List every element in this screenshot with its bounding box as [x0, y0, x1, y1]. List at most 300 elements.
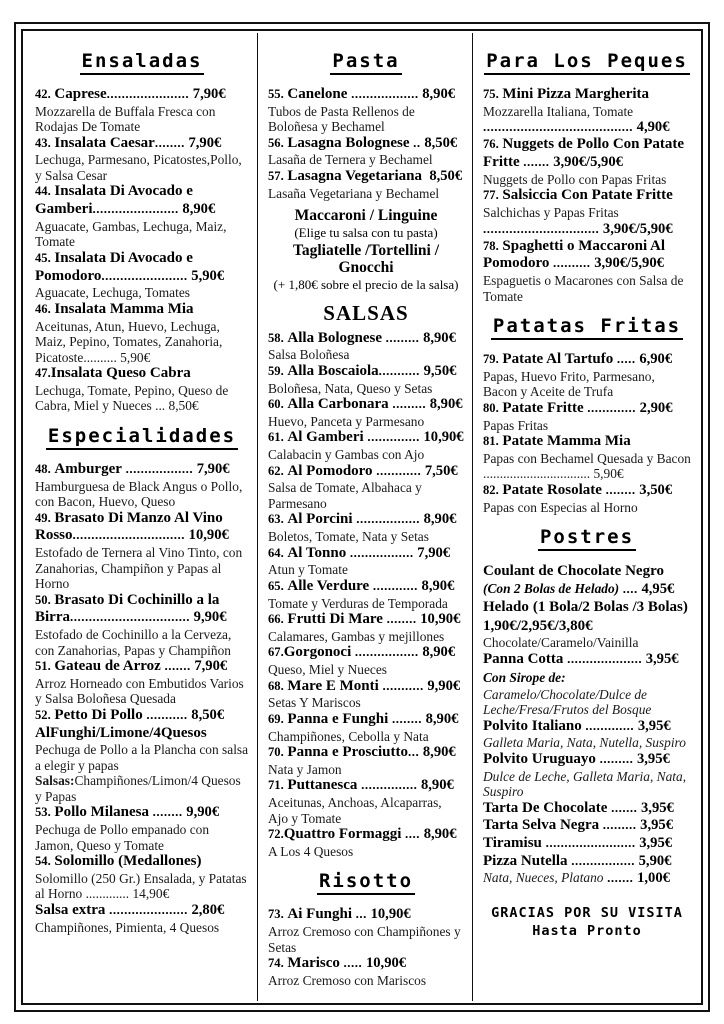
dessert-name: Pizza Nutella [483, 852, 568, 869]
item-number: 73. [268, 907, 284, 922]
item-number: 70. [268, 745, 284, 760]
dessert-price: 3,95€ [637, 717, 671, 734]
menu-item-65 [268, 578, 464, 611]
leader-dots: ..................... [109, 902, 188, 918]
item-number: 43. [35, 135, 51, 150]
leader-dots: .. [413, 134, 421, 150]
item-number: 67. [268, 645, 284, 660]
item-price: 9,90€ [193, 609, 227, 626]
item-name: Insalata Di Avocado e Gamberi [35, 183, 193, 218]
item-price: 3,90€/5,90€ [553, 154, 623, 171]
item-number: 50. [35, 592, 51, 607]
item-description: Lasaña Vegetariana y Bechamel [268, 185, 440, 201]
item-price: 8,90€ [422, 85, 456, 102]
menu-column-left [25, 33, 257, 1001]
item-number: 79. [483, 352, 499, 367]
item-name: Insalata Queso Cabra [50, 365, 191, 382]
item-name: Solomillo (Medallones) [54, 853, 202, 870]
item-name: Panna e Funghi [287, 710, 389, 727]
menu-columns [25, 33, 699, 1001]
item-price: 8,90€ [182, 201, 216, 218]
item-price: 7,90€ [196, 460, 230, 477]
leader-dots: ........ [605, 481, 636, 497]
item-name: Al Pomodoro [287, 462, 373, 479]
item-name: Alle Verdure [287, 577, 370, 594]
menu-item-74 [268, 955, 464, 988]
menu-item-46 [35, 301, 249, 365]
item-description: Lechuga, Tomate, Pepino, Queso de Cabra, Miel y Nueces ... 8,50€ [35, 382, 229, 414]
dessert-syrup-label: Con Sirope de: [483, 669, 566, 685]
dessert-name: Polvito Uruguayo [483, 750, 596, 767]
item-name: Mare E Monti [287, 677, 379, 694]
leader-dots: ......... [385, 329, 420, 345]
section-title-salsas: SALSAS [323, 300, 409, 325]
menu-item-80 [483, 400, 691, 433]
item-price: 8,90€ [423, 511, 457, 528]
item-number: 44. [35, 184, 51, 199]
leader-dots: ........................................ [483, 119, 633, 135]
pasta-choice-note: (Elige tu salsa con tu pasta) [294, 224, 438, 240]
item-price: 8,50€ [191, 706, 225, 723]
menu-item-75 [483, 86, 691, 136]
dessert-toppings-list: Nata, Nueces, Platano [483, 870, 604, 886]
dessert-name: Tarta Selva Negra [483, 817, 600, 834]
item-description: A Los 4 Quesos [268, 843, 354, 859]
item-number: 63. [268, 512, 284, 527]
item-price: 8,90€ [425, 710, 459, 727]
item-number: 64. [268, 545, 284, 560]
item-price: 9,90€ [427, 677, 461, 694]
leader-dots: ......... [599, 750, 634, 766]
item-price: 10,90€ [188, 527, 229, 544]
item-description: Boletos, Tomate, Nata y Setas [268, 529, 429, 545]
item-price: 8,90€ [421, 577, 455, 594]
item-price: 7,50€ [424, 462, 458, 479]
menu-item-49 [35, 510, 249, 592]
item-description: Estofado de Ternera al Vino Tinto, con Zanahorias, Champiñon y Papas al Horno [35, 545, 243, 592]
item-name: Gorgonoci [283, 644, 352, 661]
item-name: Patate Rosolate [502, 481, 602, 498]
menu-item-62 [268, 463, 464, 512]
item-description: Nata y Jamon [268, 761, 342, 777]
dessert-panna-cotta [483, 651, 691, 718]
item-name: Caprese [54, 85, 107, 102]
dessert-description: Dulce de Leche, Galleta Maria, Nata, Suspiro [483, 768, 687, 800]
menu-item-48 [35, 461, 249, 510]
item-description: Papas con Bechamel Quesada y Bacon ................................ 5,90€ [483, 450, 691, 482]
menu-item-61 [268, 429, 464, 462]
section-title-postres: Postres [483, 527, 691, 552]
leader-dots: ... [355, 906, 367, 922]
leader-dots: ......... [392, 396, 427, 412]
menu-item-52 [35, 707, 249, 805]
menu-item-82 [483, 482, 691, 515]
item-number: 49. [35, 510, 51, 525]
item-name: Puttanesca [287, 777, 358, 794]
item-number: 69. [268, 711, 284, 726]
item-number: 54. [35, 854, 51, 869]
leader-dots: .................. [351, 85, 419, 101]
item-description: Huevo, Panceta y Parmesano [268, 413, 425, 429]
leader-dots: ........... [378, 363, 420, 378]
menu-item-43 [35, 135, 249, 184]
item-name: Quattro Formaggi [283, 826, 402, 843]
item-description: Salsa Boloñesa [268, 347, 350, 363]
item-description: Calabacin y Gambas con Ajo [268, 447, 425, 463]
item-description: Mozzarella Italiana, Tomate [483, 103, 634, 119]
item-name: Insalata Mamma Mia [54, 300, 194, 317]
menu-item-44 [35, 183, 249, 249]
leader-dots: ................. [354, 644, 419, 660]
dessert-tarta-chocolate [483, 800, 691, 818]
leader-dots: ..... [616, 351, 636, 367]
dessert-coulant [483, 562, 691, 598]
item-price: 10,90€ [423, 429, 464, 446]
item-description: Tubos de Pasta Rellenos de Boloñesa y Bechamel [268, 103, 415, 135]
menu-item-78 [483, 238, 691, 304]
item-description: Aceitunas, Anchoas, Alcaparras, Ajo y Tomate [268, 795, 442, 826]
item-description: Lasaña de Ternera y Bechamel [268, 152, 433, 168]
menu-item-50 [35, 592, 249, 658]
item-description: Lechuga, Parmesano, Picatostes,Pollo, y Salsa Cesar [35, 152, 242, 183]
item-description: Mozzarella de Buffala Fresca con Rodajas De Tomate [35, 103, 216, 135]
dessert-price: 3,95€ [645, 650, 679, 667]
item-number: 77. [483, 188, 499, 203]
leader-dots: ...................... [106, 85, 190, 101]
item-price: 8,90€ [422, 744, 456, 761]
section-title-risotto: Risotto [268, 871, 464, 896]
item-number: 56. [268, 135, 284, 150]
item-sauces-label: Salsas: [35, 773, 75, 789]
item-name: Insalata Di Avocado e Pomodoro [35, 249, 193, 284]
item-name: Brasato Di Manzo Al Vino Rosso [35, 509, 223, 544]
item-price: 10,90€ [420, 611, 461, 628]
leader-dots: .............. [367, 429, 420, 445]
item-description: Papas con Especias al Horno [483, 499, 638, 515]
menu-item-45 [35, 250, 249, 301]
dessert-name: Polvito Italiano [483, 717, 582, 734]
item-name: Lasagna Bolognese [287, 134, 410, 151]
item-name: Alla Bolognese [287, 329, 382, 346]
dessert-price: 5,90€ [638, 852, 672, 869]
footer-thanks [483, 904, 691, 942]
leader-dots: ....................... [92, 201, 179, 217]
item-price: 2,90€ [639, 399, 673, 416]
item-number: 48. [35, 461, 51, 476]
item-price: 8,90€ [423, 826, 457, 843]
item-number: 78. [483, 238, 499, 253]
pasta-choice-title: Maccaroni / Linguine [294, 207, 438, 225]
leader-dots: .... [405, 826, 421, 842]
item-price: 10,90€ [365, 955, 407, 972]
dessert-tiramisu [483, 835, 691, 853]
item-number: 80. [483, 400, 499, 415]
footer-line-2: Hasta Pronto [532, 923, 642, 940]
item-number: 45. [35, 250, 51, 265]
menu-item-53 [35, 804, 249, 853]
item-name: Ai Funghi [287, 906, 353, 923]
dessert-name: Coulant de Chocolate Negro [483, 563, 664, 579]
menu-column-middle [257, 33, 473, 1001]
menu-item-72 [268, 826, 464, 859]
leader-dots: .................. [125, 460, 194, 476]
item-name: Al Tonno [287, 544, 347, 561]
item-number: 60. [268, 397, 284, 412]
dessert-name: Tiramisu [483, 835, 542, 851]
item-description: Salsa de Tomate, Albahaca y Parmesano [268, 480, 422, 511]
item-description: Aceitunas, Atun, Huevo, Lechuga, Maiz, Pepino, Tomates, Zanahoria, Picatoste.......... 5,90€ [35, 318, 223, 365]
menu-item-58 [268, 330, 464, 363]
menu-item-59 [268, 363, 464, 396]
item-price: 10,90€ [370, 906, 411, 923]
menu-column-right [473, 33, 699, 1001]
leader-dots: ............. [587, 399, 637, 415]
item-number: 71. [268, 778, 284, 793]
section-title-patatas-fritas: Patatas Fritas [483, 316, 691, 341]
dessert-polvito-uruguayo [483, 751, 691, 800]
leader-dots: ................. [571, 852, 635, 868]
item-name-variants: AlFunghi/Limone/4Quesos [35, 724, 207, 741]
menu-item-71 [268, 777, 464, 826]
leader-dots: ........ [154, 134, 185, 150]
dessert-price: 1,00€ [637, 870, 670, 887]
item-name: Petto Di Pollo [54, 706, 143, 723]
menu-item-64 [268, 545, 464, 578]
dessert-portions: (1 Bola/2 Bolas /3 Bolas) [532, 598, 688, 615]
item-number: 52. [35, 707, 51, 722]
item-description: Papas Fritas [483, 417, 549, 433]
item-description: Tomate y Verduras de Temporada [268, 595, 448, 611]
item-number: 42. [35, 86, 51, 101]
item-number: 65. [268, 578, 284, 593]
dessert-price: 3,95€ [640, 817, 674, 834]
leader-dots: ....... [523, 154, 550, 170]
item-price: 7,90€ [188, 134, 222, 151]
menu-item-54 [35, 853, 249, 935]
item-description: Solomillo (250 Gr.) Ensalada, y Patatas al Horno ............. 14,90€ [35, 870, 247, 902]
item-number: 74. [268, 956, 284, 971]
item-description: Boloñesa, Nata, Queso y Setas [268, 380, 433, 396]
dessert-toppings [483, 870, 691, 887]
menu-item-55 [268, 86, 464, 135]
item-description: Pechuga de Pollo a la Plancha con salsa a elegir y papas [35, 742, 249, 773]
item-description: Aguacate, Lechuga, Tomates [35, 285, 190, 301]
leader-dots: ....... [164, 658, 191, 674]
item-price: 8,50€ [429, 167, 463, 184]
item-name: Canelone [287, 85, 348, 102]
section-title-para-los-peques: Para Los Peques [483, 51, 691, 76]
item-price: 3,90€/5,90€ [602, 220, 673, 237]
item-description: Estofado de Cochinillo a la Cerveza, con Zanahorias, Papas y Champiñon [35, 627, 232, 658]
dessert-prices: 1,90€/2,95€/3,80€ [483, 617, 593, 634]
item-description: Queso, Miel y Nueces [268, 662, 387, 678]
item-description: Aguacate, Gambas, Lechuga, Maiz, Tomate [35, 218, 227, 250]
item-name: Alla Boscaiola [287, 363, 379, 379]
leader-dots: ............ [372, 577, 418, 593]
pasta-choice-surcharge: (+ 1,80€ sobre el precio de la salsa) [273, 277, 459, 293]
item-number: 47. [35, 366, 51, 381]
leader-dots: ....... [611, 799, 638, 815]
item-name: Alla Carbonara [287, 396, 389, 413]
item-number: 58. [268, 330, 284, 345]
extra-sauce-name: Salsa extra [35, 902, 106, 919]
dessert-helado [483, 598, 691, 651]
leader-dots: .... [622, 580, 638, 596]
menu-item-42 [35, 86, 249, 135]
item-name: Pollo Milanesa [54, 804, 149, 821]
menu-item-66 [268, 611, 464, 644]
leader-dots: ....................... [101, 267, 188, 283]
menu-item-67 [268, 644, 464, 677]
item-name: Brasato Di Cochinillo a la Birra [35, 591, 220, 626]
item-price: 7,90€ [194, 658, 228, 675]
item-price: 9,90€ [186, 804, 220, 821]
item-name: Frutti Di Mare [287, 611, 383, 628]
item-price: 8,90€ [422, 644, 456, 661]
item-price: 8,90€ [423, 329, 456, 346]
item-name: Mini Pizza Margherita [502, 85, 650, 102]
leader-dots: ................. [349, 544, 414, 560]
dessert-polvito-italiano [483, 718, 691, 751]
item-description: Salchichas y Papas Fritas [483, 204, 619, 220]
dessert-pizza-nutella [483, 853, 691, 871]
item-number: 68. [268, 678, 284, 693]
menu-item-51 [35, 658, 249, 707]
menu-item-79 [483, 351, 691, 400]
leader-dots: ................................ [70, 609, 190, 625]
item-number: 46. [35, 301, 51, 316]
menu-item-60 [268, 396, 464, 429]
item-price: 6,90€ [639, 351, 673, 368]
leader-dots: .............................. [72, 527, 186, 543]
dessert-price: 3,95€ [639, 835, 673, 851]
leader-dots: ........ [152, 804, 183, 820]
item-price: 3,90€/5,90€ [594, 255, 664, 272]
item-description: Papas, Huevo Frito, Parmesano, Bacon y Aceite de Trufa [483, 368, 655, 400]
item-number: 61. [268, 430, 284, 445]
item-name: Insalata Caesar [54, 134, 155, 151]
section-title-especialidades: Especialidades [35, 426, 249, 451]
dessert-name: Helado [483, 598, 529, 615]
leader-dots: ........ [391, 710, 422, 726]
item-price: 9,50€ [423, 363, 457, 379]
section-title-pasta: Pasta [268, 51, 464, 76]
item-name: Patate Mamma Mia [502, 433, 631, 450]
item-description: Champiñones, Cebolla y Nata [268, 728, 429, 744]
leader-dots: .......... [553, 255, 591, 271]
dessert-description: Galleta Maria, Nata, Nutella, Suspiro [483, 735, 686, 751]
leader-dots: ......... [602, 817, 637, 833]
item-price: 7,90€ [417, 544, 451, 561]
menu-item-70 [268, 744, 464, 777]
menu-item-47 [35, 365, 249, 414]
item-number: 66. [268, 612, 284, 627]
item-price: 8,90€ [420, 777, 454, 794]
item-description: Espaguetis o Macarones con Salsa de Tomate [483, 273, 684, 304]
leader-dots: ................. [356, 511, 420, 527]
menu-item-76 [483, 136, 691, 187]
item-price: 3,50€ [639, 481, 673, 498]
item-number: 81. [483, 434, 499, 449]
leader-dots: ........... [382, 677, 424, 693]
item-number: 62. [268, 463, 284, 478]
leader-dots: ........ [386, 611, 417, 627]
dessert-price: 3,95€ [636, 750, 670, 767]
dessert-note: (Con 2 Bolas de Helado) [483, 580, 620, 596]
menu-item-69 [268, 711, 464, 744]
leader-dots: ... [407, 744, 420, 760]
item-price: 4,90€ [636, 119, 670, 136]
section-title-ensaladas: Ensaladas [35, 51, 249, 76]
item-description: Atun y Tomate [268, 562, 348, 578]
item-name: Marisco [287, 955, 340, 972]
item-description: Nuggets de Pollo con Papas Fritas [483, 171, 667, 187]
menu-item-63 [268, 511, 464, 544]
dessert-name: Panna Cotta [483, 650, 564, 667]
item-name: Amburger [54, 460, 122, 477]
item-name: Patate Al Tartufo [502, 351, 614, 368]
menu-item-57 [268, 168, 464, 201]
leader-dots: ............................... [483, 220, 600, 236]
item-description: Pechuga de Pollo empanado con Jamon, Queso y Tomate [35, 822, 210, 853]
item-description: Calamares, Gambas y mejillones [268, 628, 445, 644]
item-price: 5,90€ [191, 267, 225, 284]
item-description: Hamburguesa de Black Angus o Pollo, con Bacon, Huevo, Queso [35, 478, 243, 510]
item-name: Nuggets de Pollo Con Patate Fritte [483, 136, 685, 171]
menu-item-68 [268, 678, 464, 711]
item-description: Setas Y Mariscos [268, 695, 361, 711]
dessert-flavours: Chocolate/Caramelo/Vainilla [483, 635, 639, 651]
item-sauces-list: Champiñones/Limon/4 Quesos y Papas [35, 773, 241, 804]
item-number: 72. [268, 827, 284, 842]
item-name: Salsiccia Con Patate Fritte [502, 187, 673, 204]
leader-dots: ............ [376, 462, 422, 478]
leader-dots: ............... [361, 777, 418, 793]
menu-item-81 [483, 433, 691, 482]
menu-item-73 [268, 906, 464, 955]
extra-sauce-options: Champiñones, Pimienta, 4 Quesos [35, 919, 220, 935]
item-description: Arroz Horneado con Embutidos Varios y Salsa Boloñesa Quesada [35, 675, 244, 707]
item-number: 59. [268, 364, 284, 378]
leader-dots: ............. [585, 717, 635, 733]
item-number: 75. [483, 86, 499, 101]
extra-sauce-price: 2,80€ [191, 902, 225, 919]
item-name: Lasagna Vegetariana [287, 167, 423, 184]
item-name: Spaghetti o Maccaroni Al Pomodoro [483, 237, 666, 272]
item-name: Gateau de Arroz [54, 658, 161, 675]
item-number: 82. [483, 482, 499, 497]
item-number: 57. [268, 168, 284, 183]
menu-item-56 [268, 135, 464, 168]
dessert-tarta-selva-negra [483, 817, 691, 835]
item-number: 55. [268, 86, 284, 101]
dessert-name: Tarta De Chocolate [483, 799, 608, 816]
pasta-choice-premium: Tagliatelle /Tortellini / Gnocchi [292, 241, 440, 277]
item-number: 51. [35, 659, 51, 674]
item-name: Al Gamberi [287, 429, 364, 446]
item-name: Panna e Prosciutto [287, 744, 408, 761]
item-description: Arroz Cremoso con Champiñones y Setas [268, 923, 461, 955]
leader-dots: .................... [567, 650, 643, 666]
item-description: Arroz Cremoso con Mariscos [268, 972, 427, 988]
item-number: 76. [483, 137, 499, 152]
item-name: Patate Fritte [502, 399, 584, 416]
dessert-price: 3,95€ [641, 799, 674, 816]
menu-item-77 [483, 187, 691, 237]
dessert-syrup-options: Caramelo/Chocolate/Dulce de Leche/Fresa/Frutos del Bosque [483, 686, 652, 718]
dessert-price: 4,95€ [641, 580, 675, 597]
item-number: 53. [35, 805, 51, 820]
